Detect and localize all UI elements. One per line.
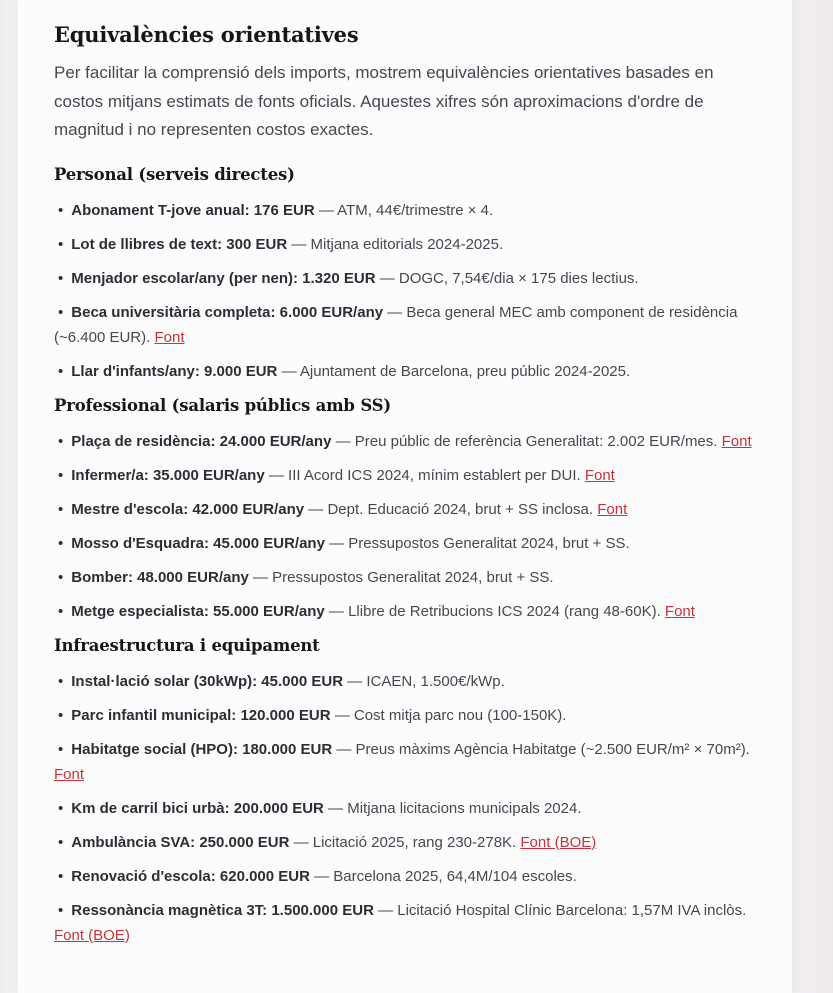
list-item [54, 497, 756, 522]
item-label: Ambulància SVA: 250.000 EUR [71, 833, 290, 851]
equivalence-list [54, 198, 756, 384]
list-item [54, 703, 756, 728]
source-link[interactable]: Font [584, 466, 615, 484]
section-title: Equivalències orientatives [54, 22, 359, 47]
item-description: — Cost mitja parc nou (100-150K). [330, 706, 567, 724]
list-item [54, 864, 756, 889]
item-description: — III Acord ICS 2024, mínim establert per DUI. [264, 466, 585, 484]
bullet-icon: • [58, 833, 64, 851]
list-item [54, 830, 756, 855]
list-item [54, 737, 756, 787]
equivalence-list [54, 669, 756, 948]
item-label: Parc infantil municipal: 120.000 EUR [71, 706, 331, 724]
equivalence-groups [54, 165, 756, 948]
source-link[interactable]: Font [664, 602, 695, 620]
source-link[interactable]: Font [154, 328, 185, 346]
bullet-icon: • [58, 706, 64, 724]
item-description: — Pressupostos Generalitat 2024, brut + SS. [324, 534, 630, 552]
list-item [54, 669, 756, 694]
bullet-icon: • [58, 602, 64, 620]
item-description: — Mitjana editorials 2024-2025. [287, 235, 504, 253]
list-item [54, 531, 756, 556]
item-label: Metge especialista: 55.000 EUR/any [71, 602, 325, 620]
bullet-icon: • [58, 466, 64, 484]
bullet-icon: • [58, 672, 64, 690]
bullet-icon: • [58, 740, 64, 758]
item-label: Renovació d'escola: 620.000 EUR [71, 867, 310, 885]
source-link[interactable]: Font [597, 500, 628, 518]
list-item [54, 898, 756, 948]
list-item [54, 359, 756, 384]
item-label: Bomber: 48.000 EUR/any [71, 568, 249, 586]
item-description: — ATM, 44€/trimestre × 4. [314, 201, 494, 219]
source-link[interactable]: Font [721, 432, 752, 450]
group-heading: Professional (salaris públics amb SS) [54, 395, 391, 415]
item-label: Habitatge social (HPO): 180.000 EUR [71, 740, 333, 758]
list-item [54, 266, 756, 291]
bullet-icon: • [58, 568, 64, 586]
group-heading: Infraestructura i equipament [54, 635, 320, 655]
list-item [54, 565, 756, 590]
source-link[interactable]: Font (BOE) [520, 833, 597, 851]
item-label: Abonament T-jove anual: 176 EUR [71, 201, 315, 219]
item-label: Llar d'infants/any: 9.000 EUR [71, 362, 278, 380]
bullet-icon: • [58, 799, 64, 817]
item-label: Infermer/a: 35.000 EUR/any [71, 466, 265, 484]
bullet-icon: • [58, 534, 64, 552]
item-description: — Licitació Hospital Clínic Barcelona: 1,57M IVA inclòs. [373, 901, 747, 919]
item-label: Instal·lació solar (30kWp): 45.000 EUR [71, 672, 344, 690]
item-description: — Llibre de Retribucions ICS 2024 (rang 48-60K). [324, 602, 665, 620]
item-label: Ressonància magnètica 3T: 1.500.000 EUR [71, 901, 374, 919]
bullet-icon: • [58, 235, 64, 253]
item-description: — Mitjana licitacions municipals 2024. [323, 799, 582, 817]
bullet-icon: • [58, 303, 64, 321]
item-description: — Barcelona 2025, 64,4M/104 escoles. [309, 867, 577, 885]
list-item [54, 300, 756, 350]
item-description: — Ajuntament de Barcelona, preu públic 2024-2025. [277, 362, 631, 380]
equivalences-section [18, 0, 792, 948]
source-link[interactable]: Font (BOE) [54, 926, 130, 944]
item-description: — Beca general MEC amb component de residència (~6.400 EUR). [54, 303, 738, 346]
item-label: Mosso d'Esquadra: 45.000 EUR/any [71, 534, 325, 552]
item-label: Mestre d'escola: 42.000 EUR/any [71, 500, 305, 518]
item-description: — DOGC, 7,54€/dia × 175 dies lectius. [375, 269, 639, 287]
item-description: — ICAEN, 1.500€/kWp. [343, 672, 505, 690]
item-description: — Pressupostos Generalitat 2024, brut + SS. [248, 568, 554, 586]
section-intro: Per facilitar la comprensió dels imports, mostrem equivalències orientatives basades en costos mitjans estimats de fonts oficials. Aquestes xifres són aproximacions d'ordre de magnitud i no representen costos exactes. [54, 63, 714, 139]
equivalence-list [54, 429, 756, 624]
list-item [54, 599, 756, 624]
list-item [54, 463, 756, 488]
item-description: — Licitació 2025, rang 230-278K. [289, 833, 521, 851]
list-item [54, 198, 756, 223]
item-label: Menjador escolar/any (per nen): 1.320 EUR [71, 269, 376, 287]
list-item [54, 429, 756, 454]
bullet-icon: • [58, 269, 64, 287]
item-description: — Dept. Educació 2024, brut + SS inclosa. [304, 500, 598, 518]
bullet-icon: • [58, 432, 64, 450]
source-link[interactable]: Font [54, 765, 85, 783]
list-item [54, 796, 756, 821]
item-label: Km de carril bici urbà: 200.000 EUR [71, 799, 324, 817]
bullet-icon: • [58, 901, 64, 919]
bullet-icon: • [58, 362, 64, 380]
bullet-icon: • [58, 201, 64, 219]
bullet-icon: • [58, 500, 64, 518]
item-description: — Preus màxims Agència Habitatge (~2.500 EUR/m² × 70m²). [332, 740, 750, 758]
item-description: — Preu públic de referència Generalitat: 2.002 EUR/mes. [331, 432, 722, 450]
group-heading: Personal (serveis directes) [54, 164, 295, 184]
item-label: Lot de llibres de text: 300 EUR [71, 235, 288, 253]
item-label: Beca universitària completa: 6.000 EUR/any [71, 303, 384, 321]
content-card [18, 0, 792, 993]
bullet-icon: • [58, 867, 64, 885]
item-label: Plaça de residència: 24.000 EUR/any [71, 432, 332, 450]
list-item [54, 232, 756, 257]
